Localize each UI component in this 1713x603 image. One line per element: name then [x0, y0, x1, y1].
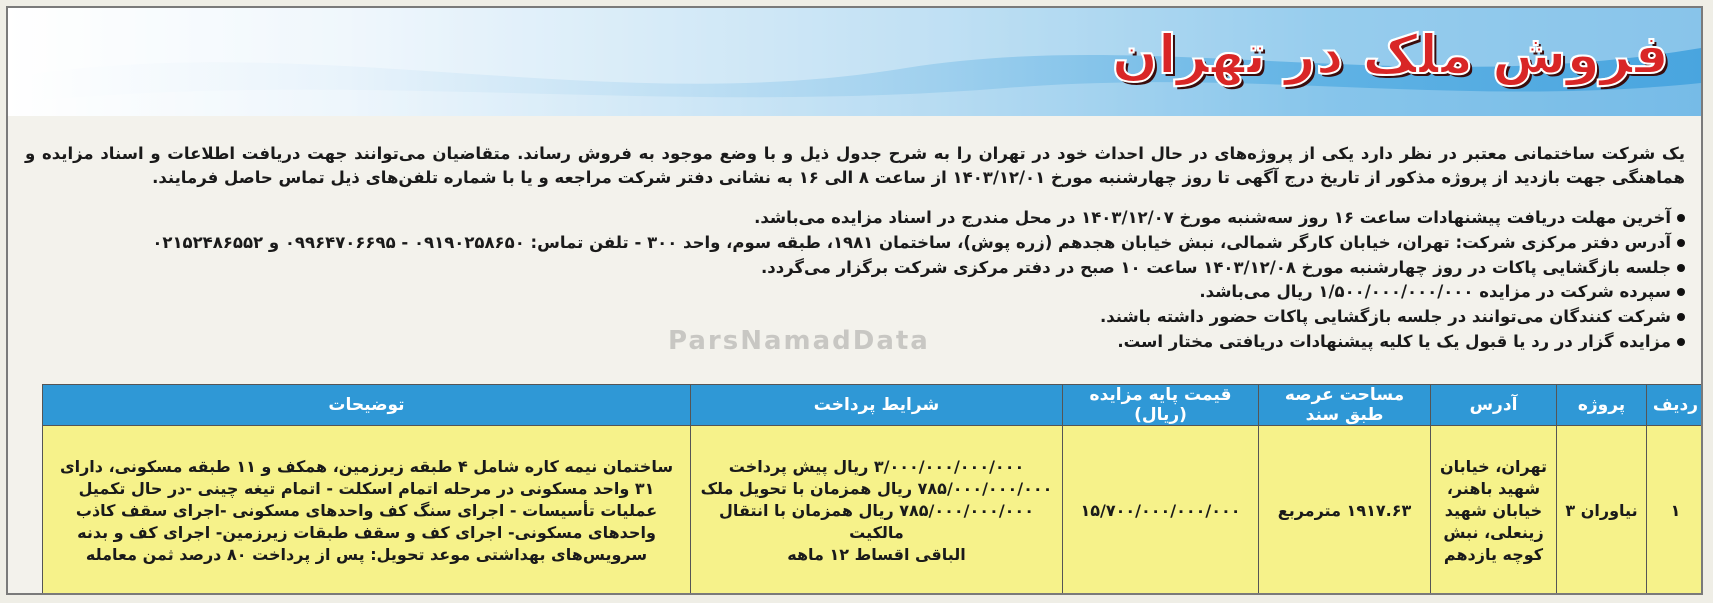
title-banner [8, 8, 1701, 116]
header-area: مساحت عرصه طبق سند [1259, 385, 1431, 426]
cell-area: ۱۹۱۷.۶۳ مترمربع [1259, 426, 1431, 596]
header-index: ردیف [1647, 385, 1704, 426]
bullet-icon [1677, 338, 1685, 346]
condition-text: آخرین مهلت دریافت پیشنهادات ساعت ۱۶ روز سه‌شنبه مورخ ۱۴۰۳/۱۲/۰۷ در محل مندرج در اسناد مزایده می‌باشد. [754, 208, 1671, 227]
condition-text: مزایده گزار در رد یا قبول یک یا کلیه پیشنهادات دریافتی مختار است. [1117, 331, 1671, 351]
bullet-icon [1677, 288, 1685, 296]
condition-item [25, 256, 1685, 281]
table-row [43, 426, 1704, 596]
cell-base-price: ۱۵/۷۰۰/۰۰۰/۰۰۰/۰۰۰ [1063, 426, 1259, 596]
condition-item [25, 231, 1685, 256]
payment-line: ۳/۰۰۰/۰۰۰/۰۰۰/۰۰۰ ریال پیش پرداخت [728, 456, 1025, 476]
ad-title: فروش ملک در تهران [1111, 23, 1669, 86]
cell-index: ۱ [1647, 426, 1704, 596]
payment-line: ۷۸۵/۰۰۰/۰۰۰/۰۰۰ ریال همزمان با تحویل ملک [700, 478, 1053, 498]
advertisement-frame [6, 6, 1703, 595]
table-header-row [43, 385, 1704, 426]
payment-line: الباقی اقساط ۱۲ ماهه [787, 544, 966, 564]
cell-address: تهران، خیابان شهید باهنر، خیابان شهید زینعلی، نبش کوچه یازدهم [1431, 426, 1557, 596]
watermark: ParsNamadData [668, 326, 930, 356]
bullet-icon [1677, 214, 1685, 222]
payment-line: ۷۸۵/۰۰۰/۰۰۰/۰۰۰ ریال همزمان با انتقال مالکیت [719, 500, 1034, 542]
condition-text: شرکت کنندگان می‌توانند در جلسه بازگشایی پاکات حضور داشته باشند. [1099, 307, 1671, 327]
header-payment: شرایط پرداخت [691, 385, 1063, 426]
condition-text: سپرده شرکت در مزایده ۱/۵۰۰/۰۰۰/۰۰۰/۰۰۰ ریال می‌باشد. [1199, 282, 1671, 302]
cell-payment [691, 426, 1063, 596]
property-table [42, 384, 1703, 595]
cell-description: ساختمان نیمه کاره شامل ۴ طبقه زیرزمین، همکف و ۱۱ طبقه مسکونی، دارای ۳۱ واحد مسکونی در مرحله اتمام اسکلت - اتمام تیغه چینی -در حال تکمیل عملیات تأسیسات - اجرای سنگ کف واحدهای مسکونی -اجرای سقف کاذب واحدهای مسکونی- اجرای کف و سقف طبقات زیرزمین- اجرای کف و بدنه سرویس‌های بهداشتی موعد تحویل: پس از پرداخت ۸۰ درصد ثمن معامله [43, 426, 691, 596]
condition-text: جلسه بازگشایی پاکات در روز چهارشنبه مورخ ۱۴۰۳/۱۲/۰۸ ساعت ۱۰ صبح در دفتر مرکزی شرکت برگزار می‌گردد. [760, 257, 1671, 277]
bullet-icon [1677, 264, 1685, 272]
intro-paragraph: یک شرکت ساختمانی معتبر در نظر دارد یکی از پروژه‌های در حال احداث خود در تهران را به شرح جدول ذیل و با وضع موجود به فروش رساند. متقاضیان می‌توانند جهت دریافت اطلاعات و اسناد مزایده و هماهنگی جهت بازدید از پروژه مذکور از تاریخ درج آگهی تا روز چهارشنبه مورخ ۱۴۰۳/۱۲/۰۱ از ساعت ۸ الی ۱۶ به نشانی دفتر شرکت مراجعه و یا با شماره تلفن‌های ذیل تماس حاصل فرمایند. [25, 144, 1685, 187]
header-description: توضیحات [43, 385, 691, 426]
header-address: آدرس [1431, 385, 1557, 426]
header-base-price: قیمت پایه مزایده (ریال) [1063, 385, 1259, 426]
condition-text: آدرس دفتر مرکزی شرکت: تهران، خیابان کارگر شمالی، نبش خیابان هجدهم (زره پوش)، ساختمان ۱۹۸۱، طبقه سوم، واحد ۳۰۰ - تلفن تماس: ۰۹۱۹۰۲۵۸۶۵۰ - ۰۹۹۶۴۷۰۶۶۹۵ و ۰۲۱۵۲۴۸۶۵۵۲ [152, 232, 1671, 252]
bullet-icon [1677, 239, 1685, 247]
header-project: پروژه [1557, 385, 1647, 426]
condition-item [25, 206, 1685, 231]
cell-project: نیاوران ۳ [1557, 426, 1647, 596]
condition-item [25, 280, 1685, 305]
bullet-icon [1677, 313, 1685, 321]
